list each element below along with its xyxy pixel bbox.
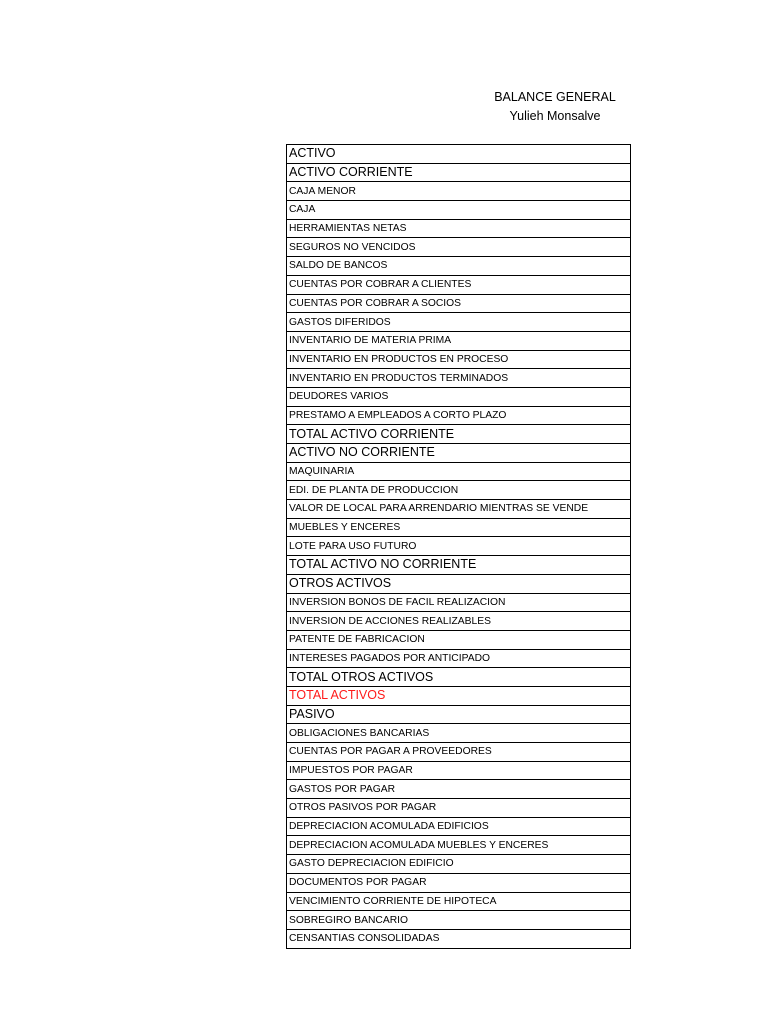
document-header — [430, 88, 680, 126]
account-label: GASTOS DIFERIDOS — [287, 313, 631, 332]
account-label: DEPRECIACION ACOMULADA EDIFICIOS — [287, 817, 631, 836]
account-row — [287, 743, 631, 762]
section-heading-label: ACTIVO NO CORRIENTE — [287, 444, 631, 463]
account-label: SOBREGIRO BANCARIO — [287, 911, 631, 930]
account-label: INVERSION BONOS DE FACIL REALIZACION — [287, 593, 631, 612]
account-row — [287, 799, 631, 818]
account-row — [287, 855, 631, 874]
account-label: LOTE PARA USO FUTURO — [287, 537, 631, 556]
account-row — [287, 761, 631, 780]
account-row — [287, 201, 631, 220]
section-heading-row — [287, 444, 631, 463]
account-row — [287, 369, 631, 388]
account-row — [287, 724, 631, 743]
document-title: BALANCE GENERAL — [494, 90, 616, 104]
account-label: EDI. DE PLANTA DE PRODUCCION — [287, 481, 631, 500]
account-label: CAJA — [287, 201, 631, 220]
document-author: Yulieh Monsalve — [509, 109, 601, 123]
account-label: INVENTARIO EN PRODUCTOS TERMINADOS — [287, 369, 631, 388]
account-label: VENCIMIENTO CORRIENTE DE HIPOTECA — [287, 892, 631, 911]
account-label: CUENTAS POR PAGAR A PROVEEDORES — [287, 743, 631, 762]
account-row — [287, 182, 631, 201]
account-row — [287, 500, 631, 519]
account-row — [287, 929, 631, 948]
section-heading-row — [287, 425, 631, 444]
section-heading-label: ACTIVO CORRIENTE — [287, 163, 631, 182]
account-label: MAQUINARIA — [287, 462, 631, 481]
account-row — [287, 911, 631, 930]
account-label: DOCUMENTOS POR PAGAR — [287, 873, 631, 892]
section-heading-label: TOTAL ACTIVOS — [287, 686, 631, 705]
account-row — [287, 313, 631, 332]
account-row — [287, 331, 631, 350]
account-label: OTROS PASIVOS POR PAGAR — [287, 799, 631, 818]
section-heading-label: PASIVO — [287, 705, 631, 724]
account-label: DEPRECIACION ACOMULADA MUEBLES Y ENCERES — [287, 836, 631, 855]
account-label: PATENTE DE FABRICACION — [287, 630, 631, 649]
account-row — [287, 387, 631, 406]
account-row — [287, 612, 631, 631]
account-label: INVERSION DE ACCIONES REALIZABLES — [287, 612, 631, 631]
account-row — [287, 649, 631, 668]
account-row — [287, 593, 631, 612]
account-row — [287, 537, 631, 556]
account-label: GASTO DEPRECIACION EDIFICIO — [287, 855, 631, 874]
balance-sheet-table — [286, 144, 631, 949]
section-heading-row — [287, 668, 631, 687]
account-row — [287, 257, 631, 276]
section-heading-label: TOTAL ACTIVO NO CORRIENTE — [287, 556, 631, 575]
account-label: IMPUESTOS POR PAGAR — [287, 761, 631, 780]
account-label: CAJA MENOR — [287, 182, 631, 201]
account-label: GASTOS POR PAGAR — [287, 780, 631, 799]
section-heading-label: TOTAL ACTIVO CORRIENTE — [287, 425, 631, 444]
account-row — [287, 892, 631, 911]
account-row — [287, 630, 631, 649]
account-row — [287, 275, 631, 294]
account-row — [287, 817, 631, 836]
account-row — [287, 219, 631, 238]
section-heading-row — [287, 556, 631, 575]
account-label: CENSANTIAS CONSOLIDADAS — [287, 929, 631, 948]
section-heading-row — [287, 145, 631, 164]
account-label: MUEBLES Y ENCERES — [287, 518, 631, 537]
account-row — [287, 873, 631, 892]
section-heading-row — [287, 705, 631, 724]
account-label: PRESTAMO A EMPLEADOS A CORTO PLAZO — [287, 406, 631, 425]
account-row — [287, 481, 631, 500]
section-heading-label: ACTIVO — [287, 145, 631, 164]
account-label: INTERESES PAGADOS POR ANTICIPADO — [287, 649, 631, 668]
account-row — [287, 238, 631, 257]
account-row — [287, 294, 631, 313]
account-label: INVENTARIO EN PRODUCTOS EN PROCESO — [287, 350, 631, 369]
account-row — [287, 518, 631, 537]
section-heading-label: OTROS ACTIVOS — [287, 574, 631, 593]
account-label: SEGUROS NO VENCIDOS — [287, 238, 631, 257]
balance-sheet-body — [287, 145, 631, 949]
account-row — [287, 836, 631, 855]
section-heading-row — [287, 163, 631, 182]
account-label: CUENTAS POR COBRAR A CLIENTES — [287, 275, 631, 294]
section-heading-label: TOTAL OTROS ACTIVOS — [287, 668, 631, 687]
account-row — [287, 406, 631, 425]
account-label: CUENTAS POR COBRAR A SOCIOS — [287, 294, 631, 313]
section-heading-row — [287, 686, 631, 705]
account-label: VALOR DE LOCAL PARA ARRENDARIO MIENTRAS SE VENDE — [287, 500, 631, 519]
account-row — [287, 350, 631, 369]
account-label: OBLIGACIONES BANCARIAS — [287, 724, 631, 743]
account-row — [287, 780, 631, 799]
account-label: SALDO DE BANCOS — [287, 257, 631, 276]
account-label: DEUDORES VARIOS — [287, 387, 631, 406]
account-label: INVENTARIO DE MATERIA PRIMA — [287, 331, 631, 350]
account-row — [287, 462, 631, 481]
account-label: HERRAMIENTAS NETAS — [287, 219, 631, 238]
section-heading-row — [287, 574, 631, 593]
